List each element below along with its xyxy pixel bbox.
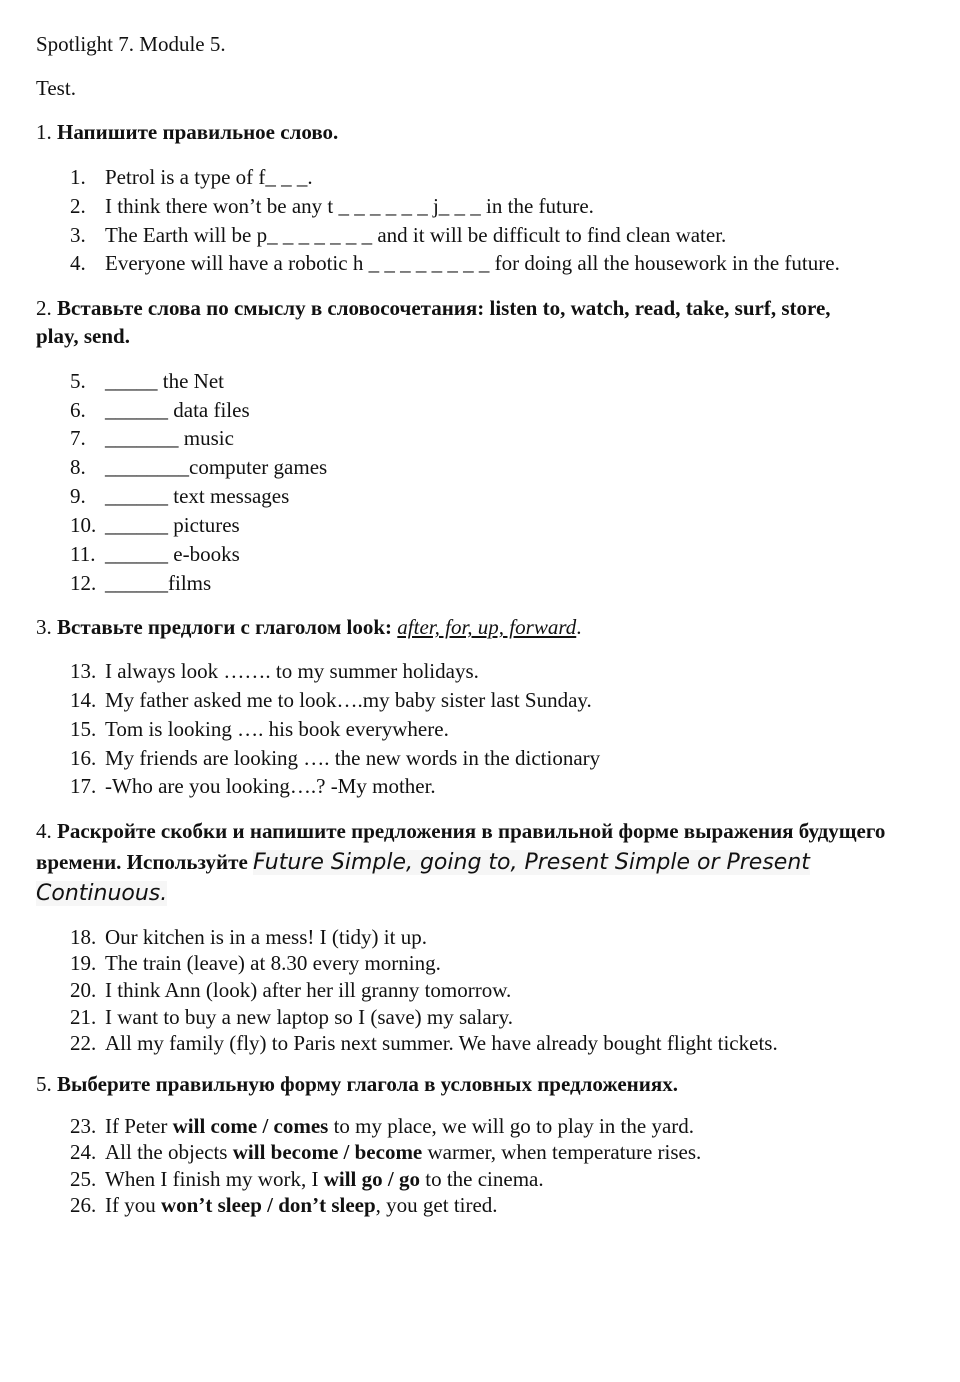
task3-item bbox=[70, 657, 479, 685]
task5-item bbox=[70, 1191, 498, 1219]
task3-options: after, for, up, forward bbox=[397, 615, 577, 639]
task4-forms-part2: Continuous. bbox=[36, 881, 168, 906]
item-number: 2. bbox=[70, 194, 86, 218]
task2-item bbox=[70, 424, 234, 452]
item-text-post: warmer, when temperature rises. bbox=[422, 1140, 702, 1164]
item-text: ________computer games bbox=[105, 455, 328, 479]
item-number: 12. bbox=[70, 571, 97, 595]
item-text: -Who are you looking….? -My mother. bbox=[105, 774, 436, 798]
task4-instruction: Раскройте скобки и напишите предложения в правильной форме выражения будущего времени. Используйте bbox=[36, 819, 886, 874]
item-number: 6. bbox=[70, 398, 86, 422]
item-choice: will go / go bbox=[323, 1167, 420, 1191]
task3-heading bbox=[36, 613, 581, 641]
task3-options-end: . bbox=[576, 615, 582, 639]
item-text: I think Ann (look) after her ill granny tomorrow. bbox=[105, 978, 512, 1002]
task3-item bbox=[70, 686, 592, 714]
task1-number: 1. bbox=[36, 120, 52, 144]
task4-item bbox=[70, 1029, 778, 1057]
item-text: ______films bbox=[105, 571, 212, 595]
item-number: 5. bbox=[70, 369, 86, 393]
item-number: 20. bbox=[70, 978, 97, 1002]
task1-heading bbox=[36, 118, 338, 146]
item-number: 11. bbox=[70, 542, 96, 566]
task2-instruction-line2: play, send. bbox=[36, 324, 130, 348]
item-text: I think there won’t be any t _ _ _ _ _ _ j_ _ _ in the future. bbox=[105, 194, 594, 218]
item-text: ______ e-books bbox=[105, 542, 240, 566]
item-number: 21. bbox=[70, 1005, 97, 1029]
item-number: 10. bbox=[70, 513, 97, 537]
task2-item bbox=[70, 482, 289, 510]
item-number: 9. bbox=[70, 484, 86, 508]
item-text-post: to the cinema. bbox=[419, 1167, 544, 1191]
task2-number: 2. bbox=[36, 296, 52, 320]
item-number: 8. bbox=[70, 455, 86, 479]
item-number: 25. bbox=[70, 1167, 97, 1191]
task2-item bbox=[70, 540, 240, 568]
item-text-pre: When I finish my work, I bbox=[105, 1167, 324, 1191]
task1-item bbox=[70, 249, 840, 277]
task5-item bbox=[70, 1112, 694, 1140]
item-number: 18. bbox=[70, 925, 97, 949]
task4-item bbox=[70, 976, 511, 1004]
task1-item bbox=[70, 192, 594, 220]
task3-item bbox=[70, 715, 449, 743]
item-text-post: to my place, we will go to play in the yard. bbox=[328, 1114, 695, 1138]
task2-item bbox=[70, 569, 211, 597]
task4-heading bbox=[36, 816, 916, 909]
task4-forms-part1: Future Simple, going to, Present Simple or Present bbox=[253, 850, 810, 875]
task2-item bbox=[70, 511, 240, 539]
item-number: 13. bbox=[70, 659, 97, 683]
item-number: 4. bbox=[70, 251, 86, 275]
item-text: ______ pictures bbox=[105, 513, 240, 537]
item-text: I always look ……. to my summer holidays. bbox=[105, 659, 479, 683]
task4-number: 4. bbox=[36, 819, 52, 843]
item-choice: won’t sleep / don’t sleep bbox=[161, 1193, 376, 1217]
item-number: 16. bbox=[70, 746, 97, 770]
item-text: Petrol is a type of f_ _ _. bbox=[105, 165, 313, 189]
item-number: 19. bbox=[70, 951, 97, 975]
task3-item bbox=[70, 772, 436, 800]
item-number: 17. bbox=[70, 774, 97, 798]
item-number: 14. bbox=[70, 688, 97, 712]
item-text: _____ the Net bbox=[105, 369, 224, 393]
task3-instruction: Вставьте предлоги с глаголом look: bbox=[57, 615, 393, 639]
item-text: The train (leave) at 8.30 every morning. bbox=[105, 951, 441, 975]
task2-instruction-line1: Вставьте слова по смыслу в словосочетания: listen to, watch, read, take, surf, store, bbox=[57, 296, 831, 320]
item-number: 26. bbox=[70, 1193, 97, 1217]
item-number: 23. bbox=[70, 1114, 97, 1138]
task3-number: 3. bbox=[36, 615, 52, 639]
task5-heading bbox=[36, 1070, 678, 1098]
item-text-pre: If you bbox=[105, 1193, 161, 1217]
item-text: All my family (fly) to Paris next summer. We have already bought flight tickets. bbox=[105, 1031, 778, 1055]
item-text: My friends are looking …. the new words in the dictionary bbox=[105, 746, 601, 770]
task5-instruction: Выберите правильную форму глагола в условных предложениях. bbox=[57, 1072, 678, 1096]
item-number: 15. bbox=[70, 717, 97, 741]
item-number: 1. bbox=[70, 165, 86, 189]
item-number: 22. bbox=[70, 1031, 97, 1055]
document-title: Spotlight 7. Module 5. bbox=[36, 32, 226, 56]
task5-item bbox=[70, 1138, 701, 1166]
item-choice: will come / comes bbox=[172, 1114, 329, 1138]
item-number: 7. bbox=[70, 426, 86, 450]
task2-item bbox=[70, 367, 224, 395]
document-subtitle: Test. bbox=[36, 76, 76, 100]
task1-item bbox=[70, 163, 313, 191]
item-text: I want to buy a new laptop so I (save) my salary. bbox=[105, 1005, 514, 1029]
item-text: Our kitchen is in a mess! I (tidy) it up. bbox=[105, 925, 427, 949]
item-text: The Earth will be p_ _ _ _ _ _ _ and it will be difficult to find clean water. bbox=[105, 223, 727, 247]
task5-number: 5. bbox=[36, 1072, 52, 1096]
task2-item bbox=[70, 396, 250, 424]
item-number: 24. bbox=[70, 1140, 97, 1164]
task4-item bbox=[70, 949, 441, 977]
task3-item bbox=[70, 744, 600, 772]
task1-instruction: Напишите правильное слово. bbox=[57, 120, 339, 144]
task1-item bbox=[70, 221, 726, 249]
task4-item bbox=[70, 1003, 513, 1031]
item-number: 3. bbox=[70, 223, 86, 247]
task4-item bbox=[70, 923, 427, 951]
item-text: Everyone will have a robotic h _ _ _ _ _ _ _ _ for doing all the housework in the future. bbox=[105, 251, 840, 275]
task2-item bbox=[70, 453, 327, 481]
item-text: My father asked me to look….my baby sister last Sunday. bbox=[105, 688, 592, 712]
item-choice: will become / become bbox=[232, 1140, 423, 1164]
item-text-post: , you get tired. bbox=[375, 1193, 498, 1217]
item-text: _______ music bbox=[105, 426, 234, 450]
item-text: ______ text messages bbox=[105, 484, 290, 508]
item-text: ______ data files bbox=[105, 398, 250, 422]
task5-item bbox=[70, 1165, 544, 1193]
item-text-pre: All the objects bbox=[105, 1140, 233, 1164]
task2-heading bbox=[36, 294, 831, 322]
item-text: Tom is looking …. his book everywhere. bbox=[105, 717, 449, 741]
item-text-pre: If Peter bbox=[105, 1114, 173, 1138]
